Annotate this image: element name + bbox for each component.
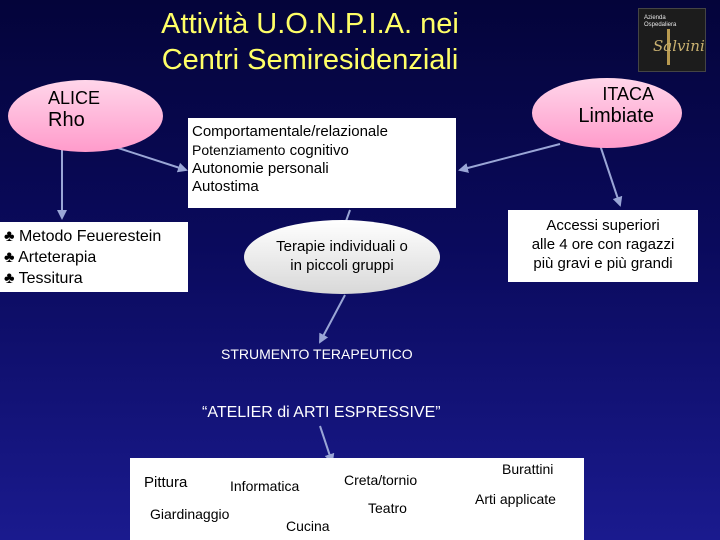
activity-teatro: Teatro xyxy=(368,500,407,516)
alice-center-node xyxy=(8,80,163,152)
activity-pittura: Pittura xyxy=(144,474,188,491)
method-item: ♣ Arteterapia xyxy=(4,249,97,266)
activity-arti-applicate: Arti applicate xyxy=(475,491,556,507)
activity-cucina: Cucina xyxy=(286,518,330,534)
access-line-2: alle 4 ore con ragazzi xyxy=(531,236,675,253)
arrow-atelier-to-box xyxy=(320,426,332,462)
arrow-itaca-to-objectives xyxy=(460,144,560,170)
objective-cognitive xyxy=(192,141,456,160)
activity-burattini: Burattini xyxy=(502,461,554,477)
objectives-box xyxy=(188,118,456,208)
strumento-label: STRUMENTO TERAPEUTICO xyxy=(221,346,413,362)
activity-creta: Creta/tornio xyxy=(344,472,418,488)
itaca-place: Limbiate xyxy=(578,105,654,127)
arrow-alice-to-objectives xyxy=(112,146,186,170)
logo-signature: Salvini xyxy=(653,37,705,55)
alice-place: Rho xyxy=(48,109,85,131)
logo-line-1: Azienda xyxy=(644,15,666,21)
objective-cognitive-prefix: Potenziamento xyxy=(192,142,286,158)
title-line-2: Centri Semiresidenziali xyxy=(161,44,459,76)
objective-autonomy: Autonomie personali xyxy=(192,160,329,177)
therapy-node xyxy=(244,220,440,294)
itaca-name: ITACA xyxy=(602,84,654,104)
arrow-itaca-to-access xyxy=(600,145,620,205)
therapy-line-2: in piccoli gruppi xyxy=(290,257,394,274)
methods-box xyxy=(0,222,188,292)
therapy-line-1: Terapie individuali o xyxy=(276,238,408,255)
arrow-therapy-to-strumento xyxy=(320,295,345,342)
objective-self-esteem: Autostima xyxy=(192,178,259,195)
method-item: ♣ Tessitura xyxy=(4,270,83,287)
activity-giardinaggio: Giardinaggio xyxy=(150,506,230,522)
activity-informatica: Informatica xyxy=(230,478,300,494)
itaca-center-node xyxy=(532,78,682,148)
logo-text xyxy=(644,15,676,29)
title-line-1: Attività U.O.N.P.I.A. nei xyxy=(161,8,459,40)
objective-cognitive-rest: cognitivo xyxy=(289,142,349,159)
slide-title xyxy=(0,6,620,78)
access-line-1: Accessi superiori xyxy=(546,217,660,234)
objective-behavioral: Comportamentale/relazionale xyxy=(192,123,388,140)
logo-line-2: Ospedaliera xyxy=(644,22,677,28)
access-box xyxy=(508,210,698,282)
hospital-logo xyxy=(638,8,706,72)
method-item: ♣ Metodo Feuerestein xyxy=(4,228,162,245)
alice-name: ALICE xyxy=(48,88,101,108)
atelier-label: “ATELIER di ARTI ESPRESSIVE” xyxy=(202,404,441,421)
access-line-3: più gravi e più grandi xyxy=(533,255,673,272)
activities-box xyxy=(130,458,584,540)
